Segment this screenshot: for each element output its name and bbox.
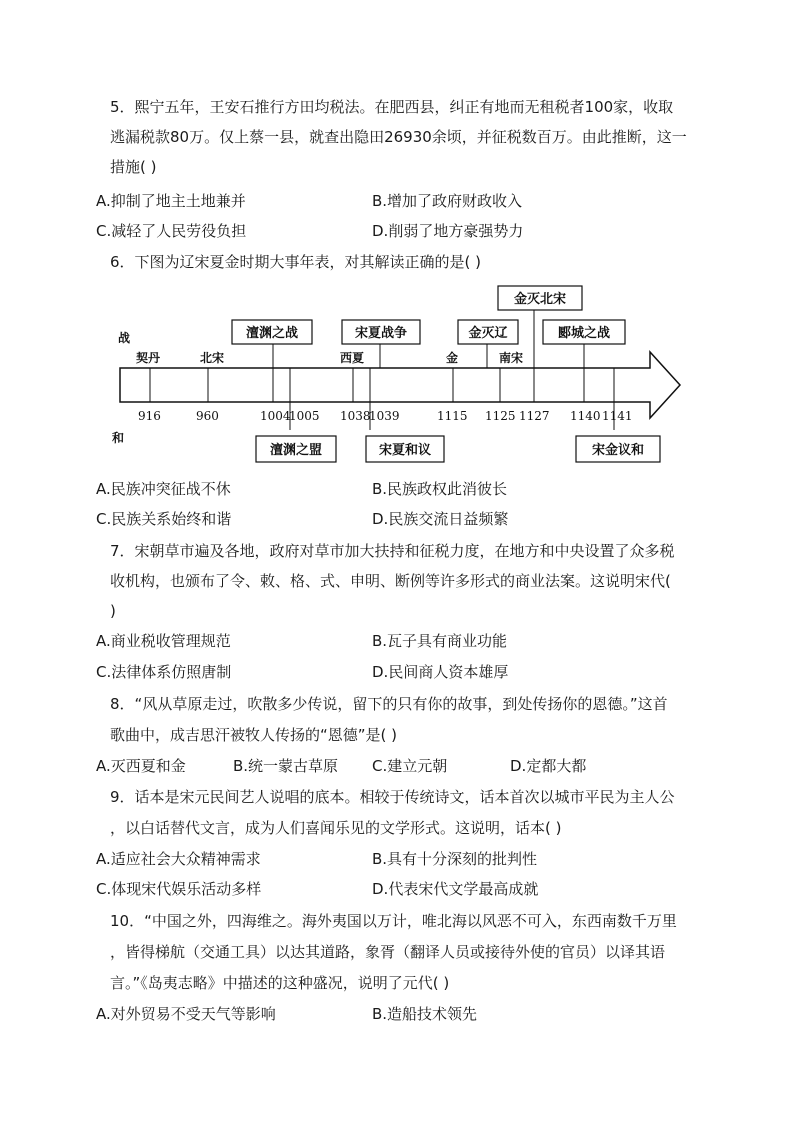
peace-event-songxia-peace (366, 436, 444, 462)
question-7-option-d: D.民间商人资本雄厚 (372, 663, 509, 681)
question-5-option-c: C.减轻了人民劳役负担 (96, 222, 247, 240)
question-6-option-b: B.民族政权此消彼长 (372, 480, 508, 498)
year-label: 1004 (260, 409, 291, 423)
war-event-chanyuan-battle (232, 320, 312, 344)
timeline-svg (110, 282, 690, 472)
question-5-line-2: 逃漏税款80万。仅上蔡一县，就查出隐田26930余顷，并征税数百万。由此推断，这一 (110, 128, 687, 146)
year-label: 1039 (369, 409, 400, 423)
regime-label-nansong: 南宋 (499, 351, 524, 365)
year-label: 1141 (602, 409, 633, 423)
question-9-line-1: 9．话本是宋元民间艺人说唱的底本。相较于传统诗文，话本首次以城市平民为主人公 (110, 788, 675, 806)
question-7-option-c: C.法律体系仿照唐制 (96, 663, 232, 681)
regime-label-qidan: 契丹 (136, 351, 161, 365)
question-8-option-c: C.建立元朝 (372, 757, 448, 775)
question-7-line-1: 7．宋朝草市遍及各地，政府对草市加大扶持和征税力度，在地方和中央设置了众多税 (110, 542, 675, 560)
war-event-label: 金灭辽 (468, 326, 508, 341)
peace-event-songjin-peace (576, 436, 660, 462)
question-10-line-3: 言。”《岛夷志略》中描述的这种盛况，说明了元代( ) (110, 974, 450, 992)
peace-event-label: 宋金议和 (591, 443, 645, 458)
question-7-line-3: ) (110, 602, 116, 620)
question-10-line-2: ，皆得梯航（交通工具）以达其道路，象胥（翻译人员或接待外使的官员）以译其语 (110, 943, 666, 961)
year-label: 1127 (519, 409, 550, 423)
question-8-option-a: A.灭西夏和金 (96, 757, 186, 775)
question-5-option-d: D.削弱了地方豪强势力 (372, 222, 524, 240)
question-6-option-c: C.民族关系始终和谐 (96, 510, 232, 528)
question-8-option-b: B.统一蒙古草原 (233, 757, 339, 775)
war-event-label: 澶渊之战 (245, 326, 299, 341)
question-9-option-a: A.适应社会大众精神需求 (96, 850, 261, 868)
question-9-option-d: D.代表宋代文学最高成就 (372, 880, 539, 898)
question-9-option-b: B.具有十分深刻的批判性 (372, 850, 538, 868)
regime-label-jin: 金 (446, 351, 459, 365)
question-9-line-2: ，以白话替代文言，成为人们喜闻乐见的文学形式。这说明，话本( ) (110, 819, 562, 837)
war-event-songxia-war (342, 320, 420, 344)
question-6-line-1: 6．下图为辽宋夏金时期大事年表，对其解读正确的是( ) (110, 253, 482, 271)
timeline-war-connectors (273, 310, 584, 368)
timeline-diagram (110, 282, 690, 472)
year-label: 1038 (340, 409, 371, 423)
question-8-line-2: 歌曲中，成吉思汗被牧人传扬的“恩德”是( ) (110, 726, 398, 744)
question-7-line-2: 收机构，也颁布了令、敕、格、式、申明、断例等许多形式的商业法案。这说明宋代( (110, 572, 671, 590)
year-label: 1005 (289, 409, 320, 423)
peace-event-chanyuan-treaty (256, 436, 336, 462)
question-7-option-a: A.商业税收管理规范 (96, 632, 231, 650)
question-5-option-a: A.抑制了地主土地兼并 (96, 192, 246, 210)
year-label: 1140 (570, 409, 601, 423)
war-event-jin-destroys-liao (458, 320, 518, 344)
war-event-label: 郾城之战 (557, 326, 611, 341)
timeline-peace-side-label: 和 (112, 431, 125, 445)
question-7-option-b: B.瓦子具有商业功能 (372, 632, 508, 650)
question-10-option-b: B.造船技术领先 (372, 1005, 478, 1023)
question-6-option-d: D.民族交流日益频繁 (372, 510, 509, 528)
question-10-line-1: 10．“中国之外，四海维之。海外夷国以万计，唯北海以风恶不可入，东西南数千万里 (110, 912, 677, 930)
war-event-jin-destroys-beisong (498, 286, 582, 310)
question-8-option-d: D.定都大都 (510, 757, 587, 775)
question-8-line-1: 8．“风从草原走过，吹散多少传说，留下的只有你的故事，到处传扬你的恩德。”这首 (110, 695, 668, 713)
year-label: 1115 (437, 409, 468, 423)
year-label: 1125 (485, 409, 516, 423)
question-10-option-a: A.对外贸易不受天气等影响 (96, 1005, 276, 1023)
war-event-label: 宋夏战争 (354, 326, 408, 341)
question-6-option-a: A.民族冲突征战不休 (96, 480, 231, 498)
regime-label-beisong: 北宋 (200, 351, 225, 365)
peace-event-label: 澶渊之盟 (269, 443, 323, 458)
year-label: 916 (138, 409, 161, 423)
question-5-line-3: 措施( ) (110, 158, 157, 176)
question-9-option-c: C.体现宋代娱乐活动多样 (96, 880, 262, 898)
war-event-yancheng-battle (543, 320, 625, 344)
question-5-line-1: 5．熙宁五年，王安石推行方田均税法。在肥西县，纠正有地而无租税者100家，收取 (110, 98, 674, 116)
year-label: 960 (196, 409, 219, 423)
timeline-war-side-label: 战 (118, 331, 131, 345)
peace-event-label: 宋夏和议 (378, 443, 432, 458)
question-5-option-b: B.增加了政府财政收入 (372, 192, 523, 210)
regime-label-xixia: 西夏 (340, 351, 365, 365)
war-event-label: 金灭北宋 (513, 292, 567, 307)
